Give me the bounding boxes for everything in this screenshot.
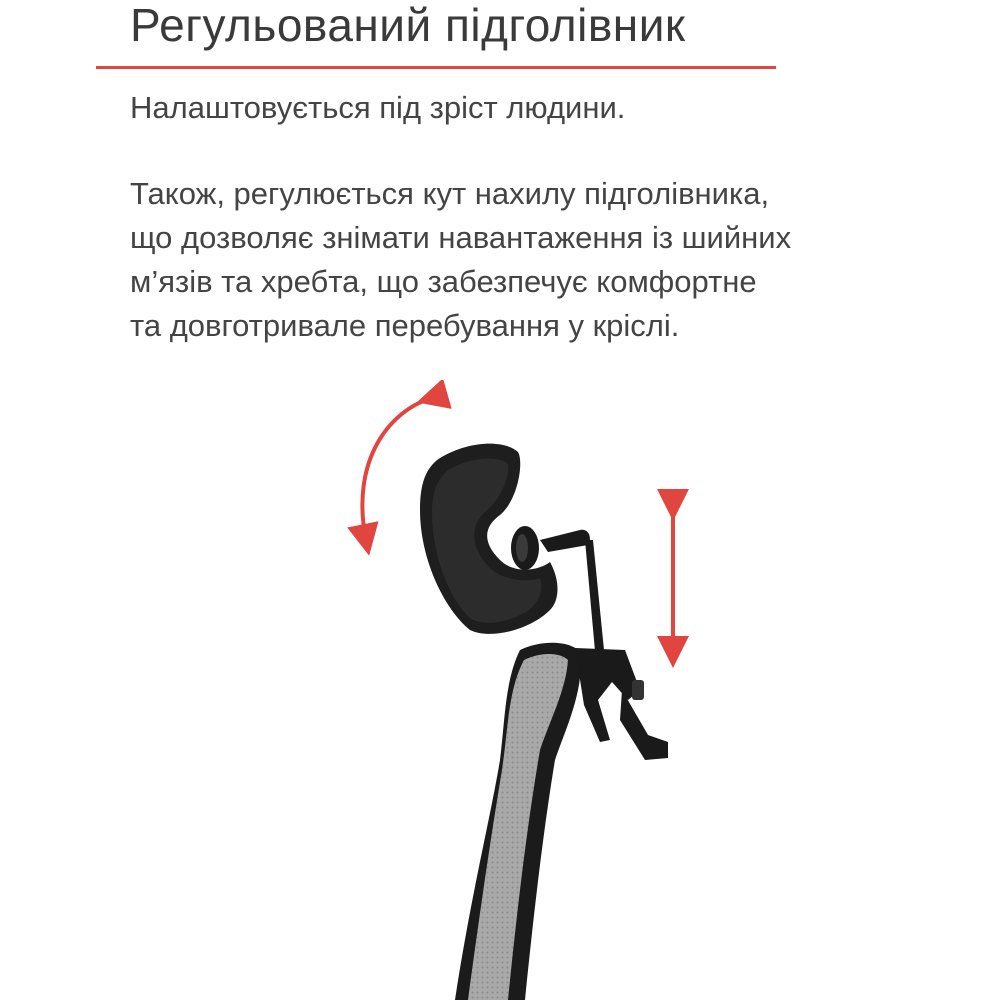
page-title: Регульований підголівник xyxy=(130,0,686,51)
description-line: м’язів та хребта, що забезпечує комфортне xyxy=(130,264,757,299)
lead-text: Налаштовується під зріст людини. xyxy=(130,90,626,125)
title-divider xyxy=(96,66,776,69)
description-text xyxy=(130,172,791,348)
description-line: що дозволяє знімати навантаження із шийних xyxy=(130,220,792,255)
headrest-bracket xyxy=(575,648,668,760)
headrest-illustration xyxy=(330,380,710,1000)
description-line: та довготривале перебування у кріслі. xyxy=(130,308,680,343)
chair-back xyxy=(455,643,581,1000)
description-line: Також, регулюється кут нахилу підголівника, xyxy=(130,176,770,211)
